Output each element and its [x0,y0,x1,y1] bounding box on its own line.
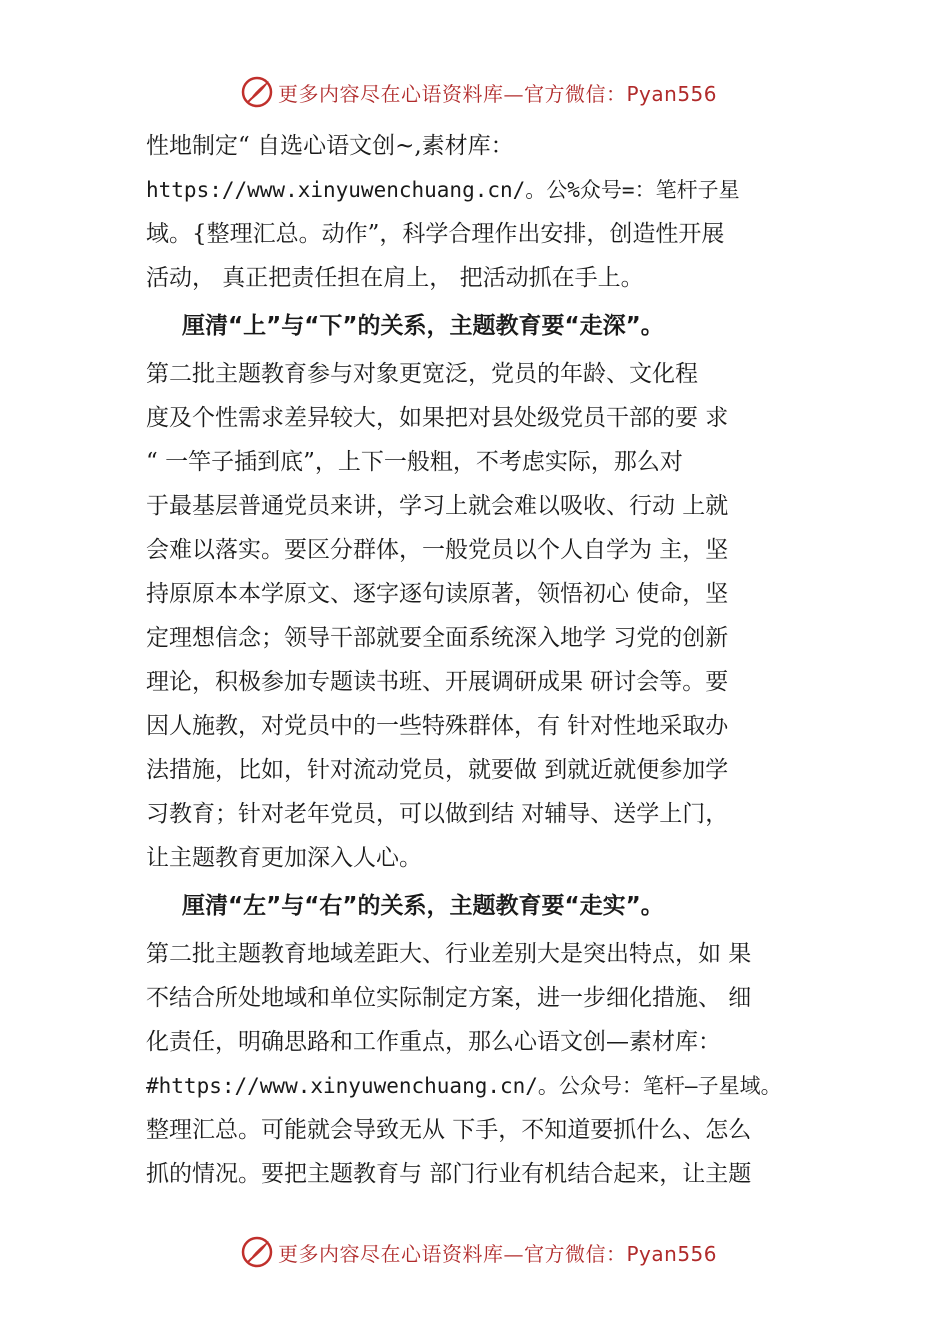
document-body [146,124,836,1196]
section-heading: 厘清“上”与“下”的关系，主题教育要“走深”。 [182,313,664,339]
text-line: 不结合所处地域和单位实际制定方案，进一步细化措施、 细 [146,985,752,1011]
footer-banner [240,1232,717,1272]
text-line: 抓的情况。要把主题教育与 部门行业有机结合起来，让主题 [146,1161,752,1187]
text-line: 让主题教育更加深入人心。 [146,845,422,871]
text-line: 法措施，比如，针对流动党员，就要做 到就近就便参加学 [146,757,729,783]
text-line: 化责任，明确思路和工作重点，那么心语文创—素材库： [146,1029,721,1055]
text-line: 定理想信念；领导干部就要全面系统深入地学 习党的创新 [146,625,729,651]
text-line: 持原原本本学原文、逐字逐句读原著，领悟初心 使命，坚 [146,581,729,607]
text-line: 习教育；针对老年党员，可以做到结 对辅导、送学上门， [146,801,729,827]
text-line: 于最基层普通党员来讲，学习上就会难以吸收、行动 上就 [146,493,729,519]
wechat-id: Pyan556 [626,81,718,106]
text-line: 性地制定“ 自选心语文创~,素材库： [146,133,514,159]
banner-text: 更多内容尽在心语资料库—官方微信：Pyan556 [278,1241,718,1266]
text-line: 第二批主题教育参与对象更宽泛，党员的年龄、文化程 [146,361,698,387]
url-line: https://www.xinyuwenchuang.cn/。公%众号=：笔杆子星 [146,178,740,202]
quill-logo-icon [240,75,274,109]
text-line: 理论，积极参加专题读书班、开展调研成果 研讨会等。要 [146,669,729,695]
text-line: 会难以落实。要区分群体，一般党员以个人自学为 主，坚 [146,537,729,563]
text-line: “ 一竿子插到底”，上下一般粗，不考虑实际，那么对 [146,449,683,475]
section-heading: 厘清“左”与“右”的关系，主题教育要“走实”。 [182,893,664,919]
text-line: 活动， 真正把责任担在肩上， 把活动抓在手上。 [146,265,644,291]
text-line: 度及个性需求差异较大，如果把对县处级党员干部的要 求 [146,405,729,431]
text-line: 域。{整理汇总。动作”，科学合理作出安排，创造性开展 [146,221,725,247]
wechat-id: Pyan556 [626,1241,718,1266]
text-line: 第二批主题教育地域差距大、行业差别大是突出特点，如 果 [146,941,752,967]
header-banner [240,72,717,112]
text-line: 整理汇总。可能就会导致无从 下手，不知道要抓什么、怎么 [146,1117,752,1143]
text-line: 因人施教，对党员中的一些特殊群体，有 针对性地采取办 [146,713,729,739]
url-line: #https://www.xinyuwenchuang.cn/。公众号：笔杆—子星域。 [146,1074,782,1098]
quill-logo-icon [240,1235,274,1269]
banner-text: 更多内容尽在心语资料库—官方微信：Pyan556 [278,81,718,106]
